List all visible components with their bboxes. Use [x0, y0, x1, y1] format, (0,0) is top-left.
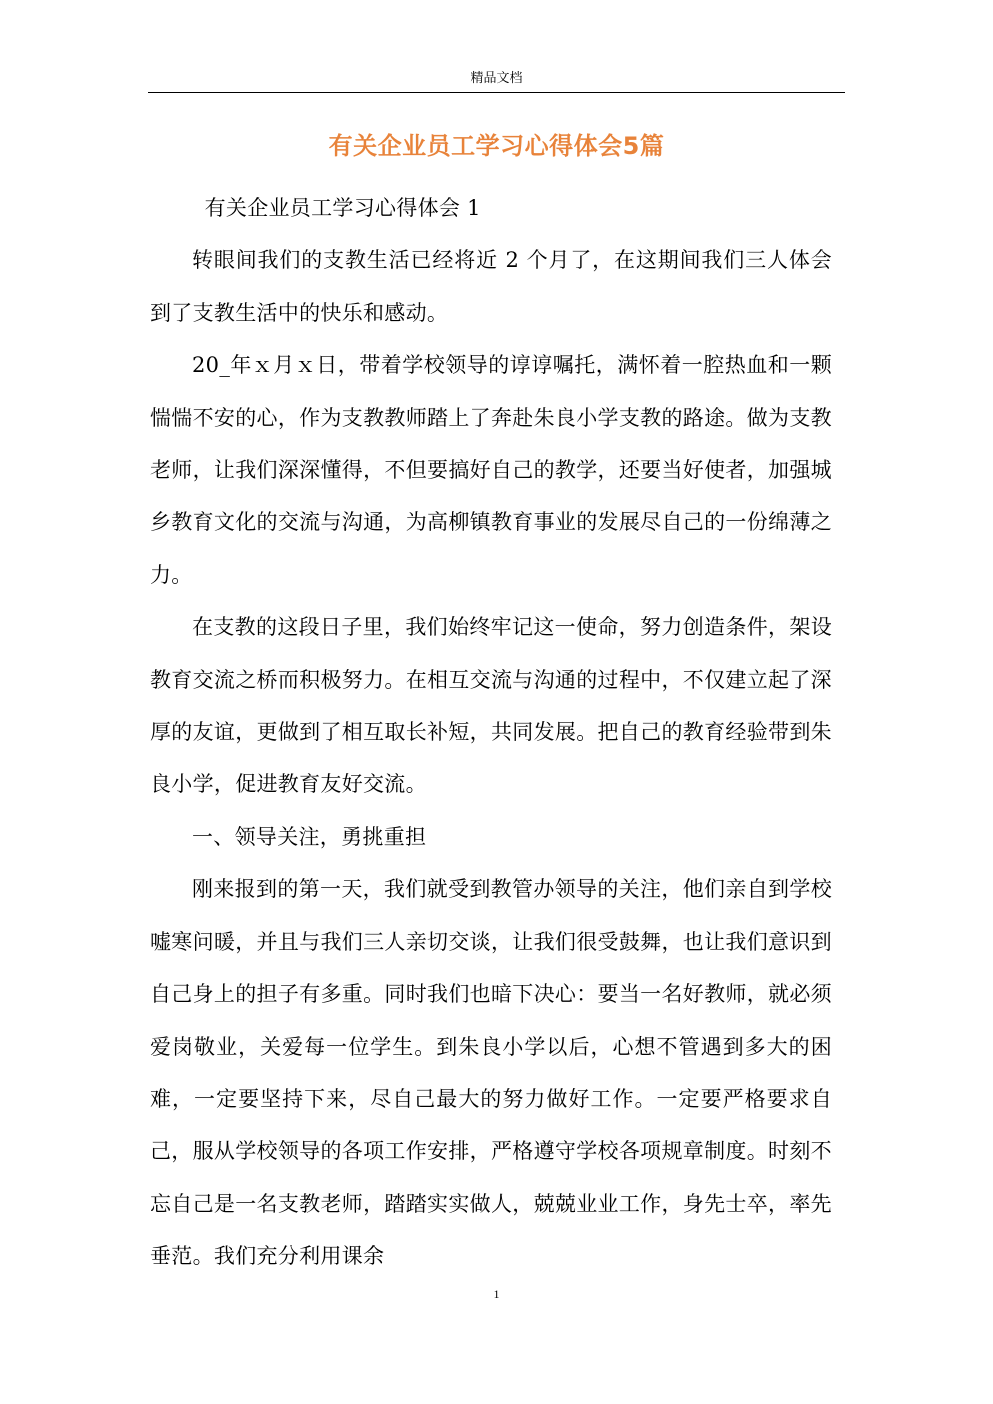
- paragraph: 刚来报到的第一天，我们就受到教管办领导的关注，他们亲自到学校嘘寒问暖，并且与我们三人亲切交谈，让我们很受鼓舞，也让我们意识到自己身上的担子有多重。同时我们也暗下决心：要当一名好教师，就必须爱岗敬业，关爱每一位学生。到朱良小学以后，心想不管遇到多大的困难，一定要坚持下来，尽自己最大的努力做好工作。一定要严格要求自己，服从学校领导的各项工作安排，严格遵守学校各项规章制度。时刻不忘自己是一名支教老师，踏踏实实做人，兢兢业业工作，身先士卒，率先垂范。我们充分利用课余: [150, 877, 832, 1269]
- header-divider: [148, 92, 845, 93]
- page-header-text: 精品文档: [470, 71, 523, 86]
- section-heading: 一、领导关注，勇挑重担: [192, 824, 427, 849]
- section-subheading: 有关企业员工学习心得体会 1: [204, 196, 481, 220]
- paragraph: 在支教的这段日子里，我们始终牢记这一使命，努力创造条件，架设教育交流之桥而积极努力。在相互交流与沟通的过程中，不仅建立起了深厚的友谊，更做到了相互取长补短，共同发展。把自己的教育经验带到朱良小学，促进教育友好交流。: [150, 615, 832, 797]
- document-title: 有关企业员工学习心得体会5篇: [328, 132, 665, 160]
- page-header: [148, 70, 845, 94]
- paragraph: 20_年ｘ月ｘ日，带着学校领导的谆谆嘱托，满怀着一腔热血和一颗惴惴不安的心，作为支教教师踏上了奔赴朱良小学支教的路途。做为支教老师，让我们深深懂得，不但要搞好自己的教学，还要当好使者，加强城乡教育文化的交流与沟通，为高柳镇教育事业的发展尽自己的一份绵薄之力。: [150, 353, 832, 587]
- document-body: [150, 182, 832, 1283]
- page-number: 1: [493, 1287, 500, 1301]
- paragraph: 转眼间我们的支教生活已经将近 2 个月了，在这期间我们三人体会到了支教生活中的快乐和感动。: [150, 248, 832, 325]
